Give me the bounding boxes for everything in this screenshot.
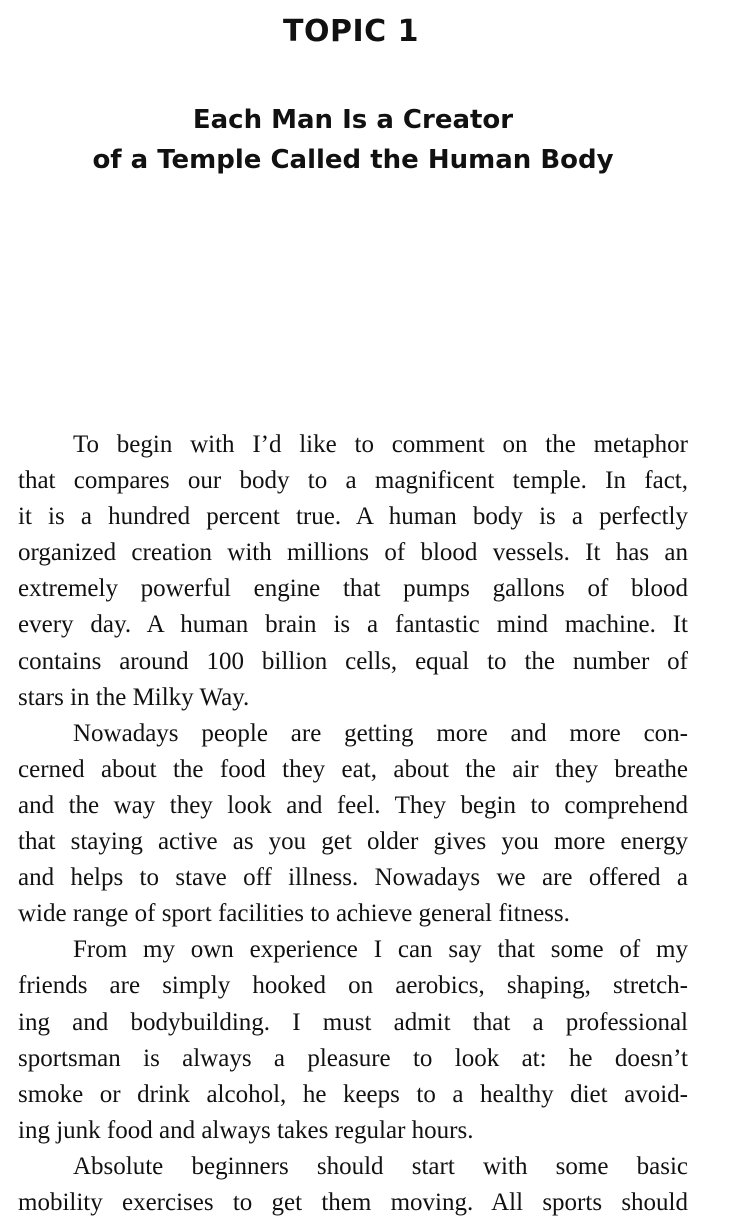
text-line: sportsman is always a pleasure to look at: he doesn’t — [18, 1044, 688, 1072]
chapter-title-line: of a Temple Called the Human Body — [92, 145, 614, 175]
paragraph — [18, 932, 688, 1149]
paragraph — [18, 716, 688, 933]
chapter-title — [0, 100, 706, 180]
text-line: and helps to stave off illness. Nowadays we are offered a — [18, 864, 688, 892]
chapter-title-line: Each Man Is a Creator — [192, 105, 514, 135]
text-line: organized creation with millions of blood vessels. It has an — [18, 539, 688, 567]
text-line: every day. A human brain is a fantastic mind machine. It — [18, 611, 688, 639]
text-line: ing and bodybuilding. I must admit that a professional — [18, 1008, 688, 1036]
topic-heading: TOPIC 1 — [283, 14, 419, 49]
text-line: that compares our body to a magnificent temple. In fact, — [18, 467, 688, 495]
body-text — [18, 427, 688, 1221]
text-line: contains around 100 billion cells, equal to the number of — [18, 647, 688, 675]
text-line: and the way they look and feel. They begin to comprehend — [18, 791, 688, 819]
text-line: cerned about the food they eat, about the air they breathe — [18, 755, 688, 783]
paragraph — [18, 427, 688, 716]
text-line: Absolute beginners should start with some basic — [73, 1152, 688, 1180]
text-line: To begin with I’d like to comment on the metaphor — [73, 431, 688, 458]
text-line: stars in the Milky Way. — [18, 683, 250, 711]
text-line: extremely powerful engine that pumps gallons of blood — [18, 575, 688, 603]
paragraph — [18, 1149, 688, 1221]
text-line: that staying active as you get older gives you more energy — [18, 828, 688, 856]
text-line: Nowadays people are getting more and more con- — [73, 719, 688, 747]
text-line: smoke or drink alcohol, he keeps to a healthy diet avoid- — [18, 1080, 688, 1108]
text-line: wide range of sport facilities to achieve general fitness. — [18, 900, 570, 928]
text-line: mobility exercises to get them moving. All sports should — [18, 1188, 688, 1216]
text-line: it is a hundred percent true. A human body is a perfectly — [18, 503, 688, 531]
text-line: From my own experience I can say that some of my — [73, 936, 688, 964]
text-line: friends are simply hooked on aerobics, shaping, stretch- — [18, 972, 688, 1000]
text-line: ing junk food and always takes regular hours. — [18, 1116, 474, 1144]
